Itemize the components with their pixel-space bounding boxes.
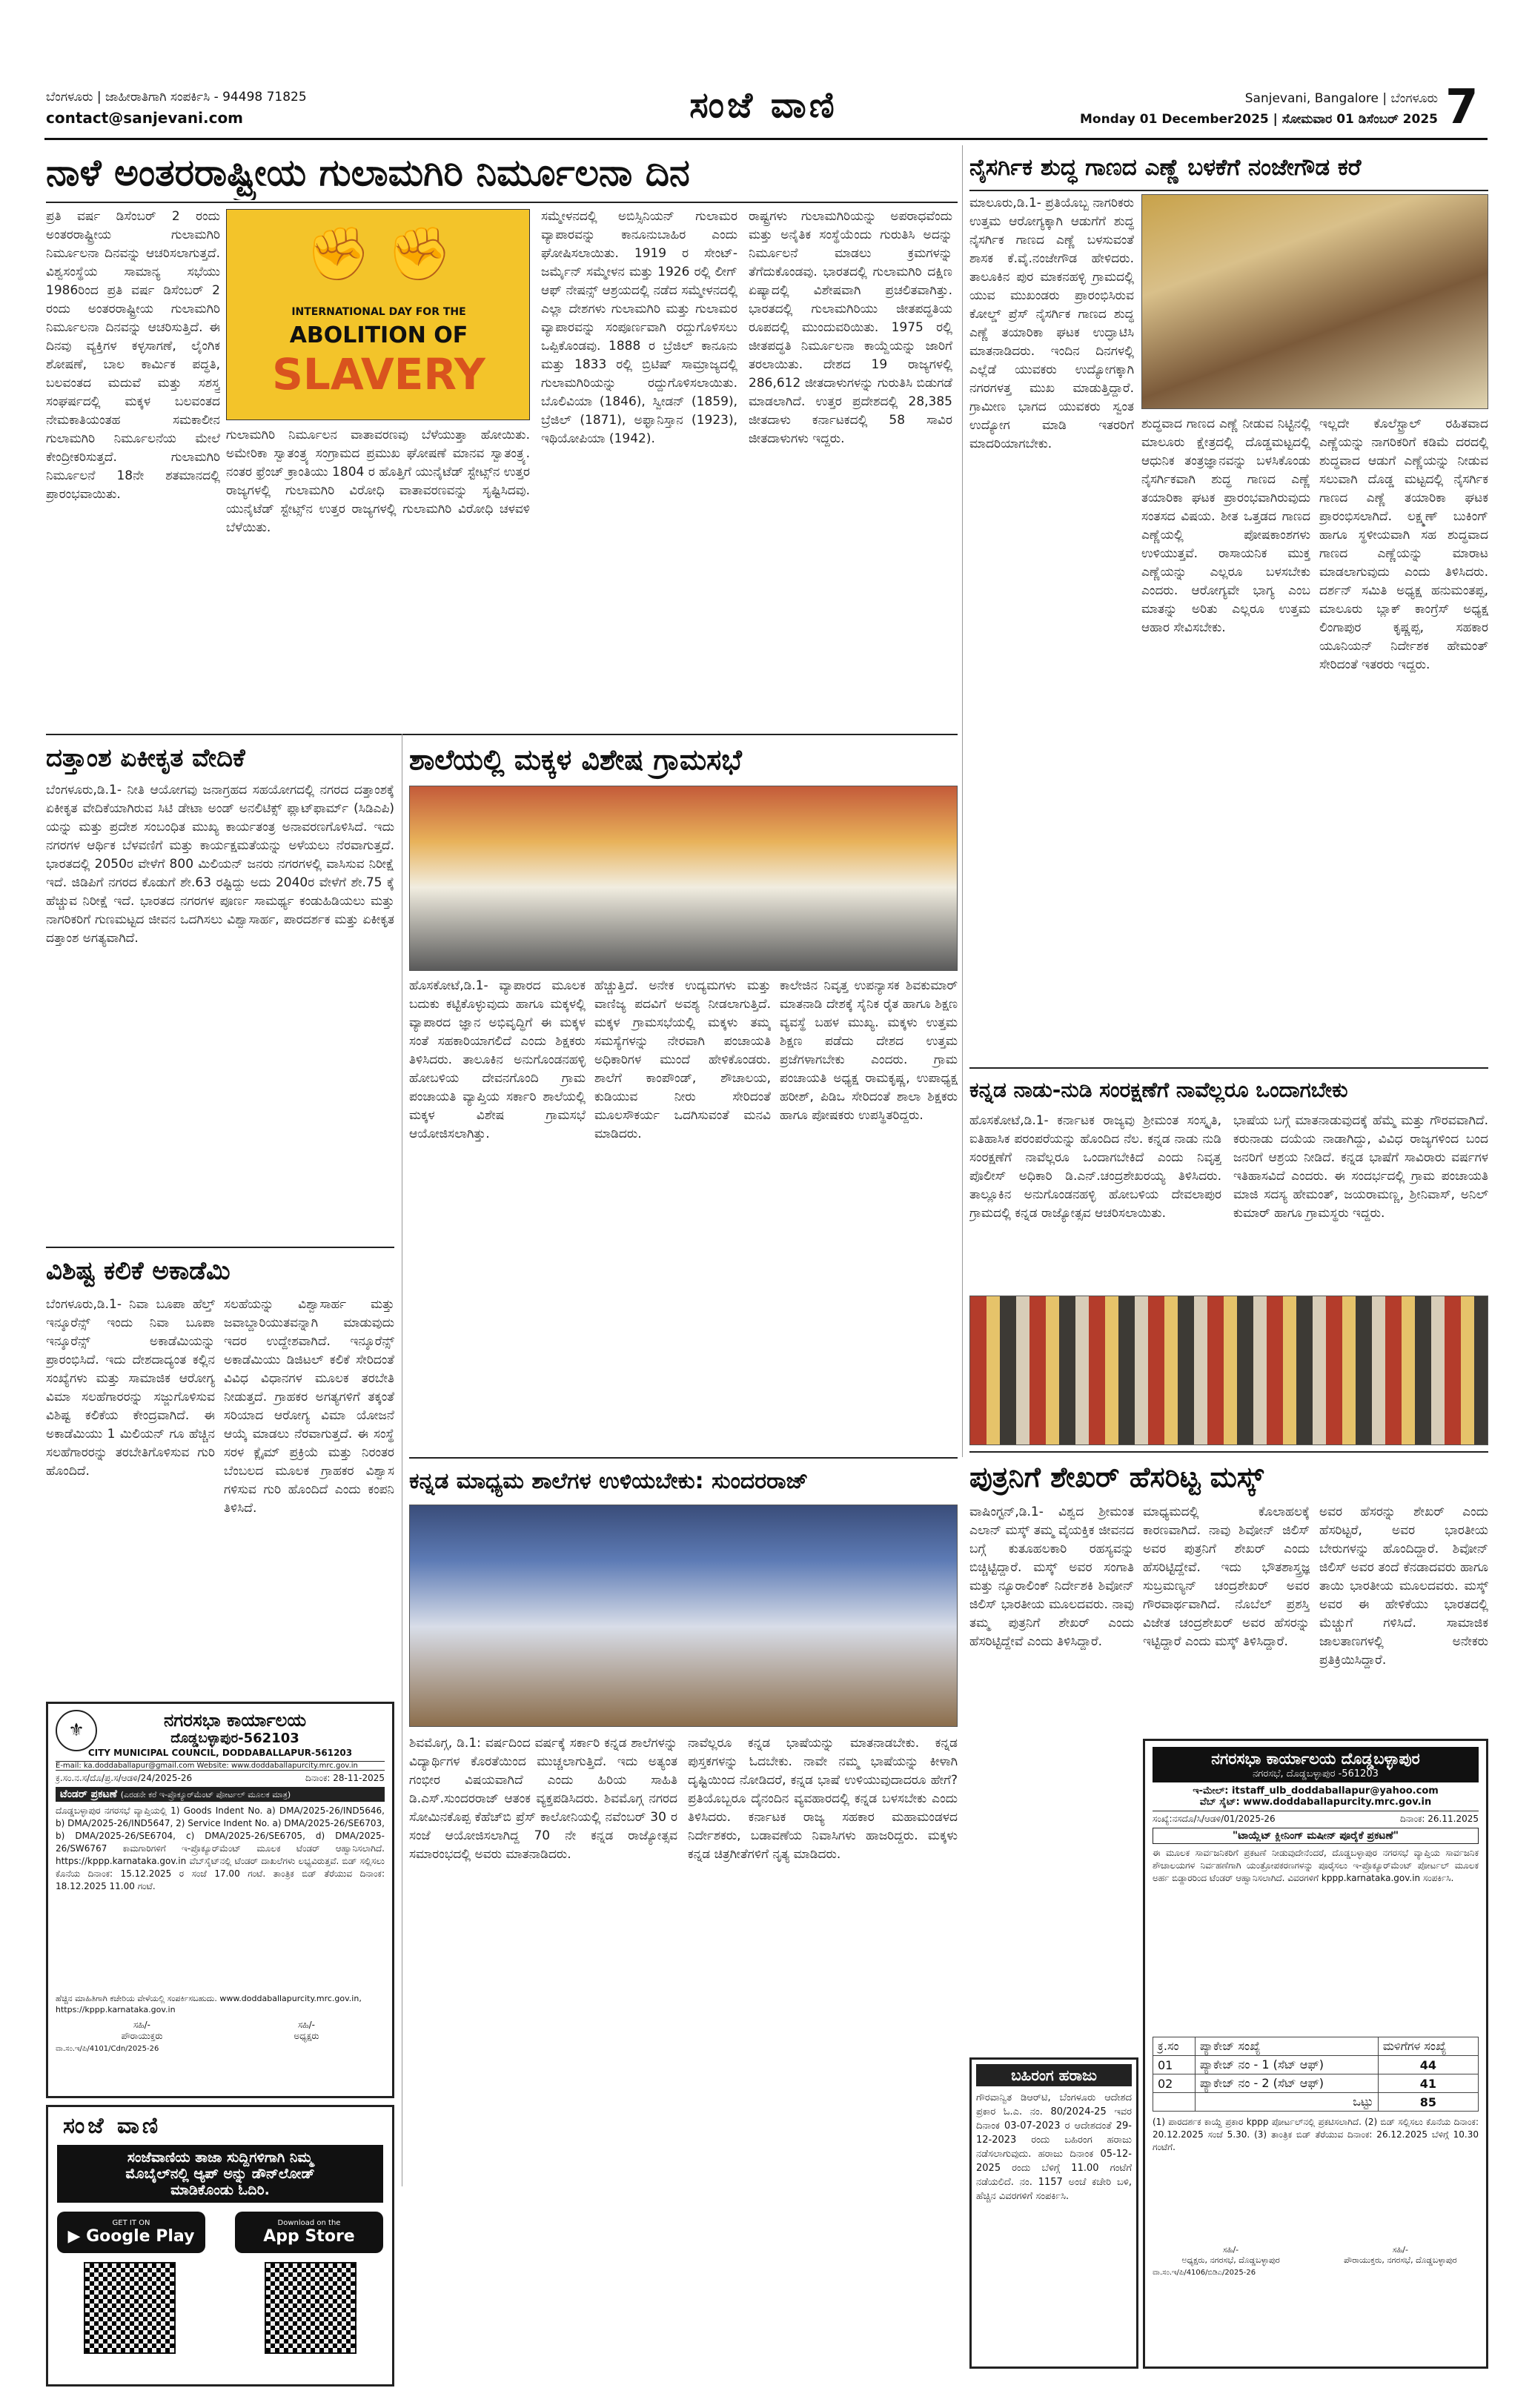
masthead-logo: ಸಂಜೆ ವಾಣಿ [689, 84, 838, 126]
council-left-ref-bottom: ವಾ.ಸಂ.ಇ/ಪಿ/4101/Cdn/2025-26 [56, 2045, 159, 2053]
council-notice-ad [1143, 1739, 1488, 2369]
kalike-col-1: ಬೆಂಗಳೂರು,ಡಿ.1- ನಿವಾ ಬೂಪಾ ಹೆಲ್ತ್ ಇನ್ಶೂರೆನ್ಸ್ ಇಂದು ನಿವಾ ಬೂಪಾ ಇನ್ಶೂರೆನ್ಸ್ ಅಕಾಡೆಮಿಯನ್ನು ಪ್ರಾರಂಭಿಸಿದೆ. ಇದು ದೇಶದಾದ್ಯಂತ ಕಲ್ಲಿನ ಸಂಖ್ಯೆಗಳು ಮತ್ತು ಸಾಮಾಜಿಕ ಆರೋಗ್ಯ ವಿಮಾ ಸಲಹೆಗಾರರನ್ನು ಸಜ್ಜುಗೊಳಿಸುವ ವಿಶಿಷ್ಟ ಕಲಿಕೆಯ ಕೇಂದ್ರವಾಗಿದೆ. ಈ ಅಕಾಡೆಮಿಯು 1 ಮಿಲಿಯನ್ ಗೂ ಹೆಚ್ಚಿನ ಸಲಹೆಗಾರರನ್ನು ತರಬೇತಿಗೊಳಿಸುವ ಗುರಿ ಹೊಂದಿದೆ. [46, 1297, 215, 1479]
slavery-col-1: ಪ್ರತಿ ವರ್ಷ ಡಿಸೆಂಬರ್ 2 ರಂದು ಅಂತರರಾಷ್ಟ್ರೀಯ ಗುಲಾಮಗಿರಿ ನಿರ್ಮೂಲನಾ ದಿನವನ್ನು ಆಚರಿಸಲಾಗುತ್ತದೆ. ವಿಶ್ವಸಂಸ್ಥೆಯ ಸಾಮಾನ್ಯ ಸಭೆಯು 1986ರಿಂದ ಪ್ರತಿ ವರ್ಷ ಡಿಸೆಂಬರ್ 2 ರಂದು ಅಂತರರಾಷ್ಟ್ರೀಯ ಗುಲಾಮಗಿರಿ ನಿರ್ಮೂಲನಾ ದಿನವನ್ನು ಆಚರಿಸುತ್ತಿದೆ. ಈ ದಿನವು ವ್ಯಕ್ತಿಗಳ ಕಳ್ಳಸಾಗಣೆ, ಲೈಂಗಿಕ ಶೋಷಣೆ, ಬಾಲ ಕಾರ್ಮಿಕ ಪದ್ಧತಿ, ಬಲವಂತದ ಮದುವೆ ಮತ್ತು ಸಶಸ್ತ್ರ ಸಂಘರ್ಷದಲ್ಲಿ ಮಕ್ಕಳ ಬಲವಂತದ ನೇಮಕಾತಿಯಂತಹ ಸಮಕಾಲೀನ ಗುಲಾಮಗಿರಿ ನಿರ್ಮೂಲನೆಯ ಮೇಲೆ ಕೇಂದ್ರೀಕರಿಸುತ್ತದೆ. ಗುಲಾಮಗಿರಿ ನಿರ್ಮೂಲನೆ 18ನೇ ಶತಮಾನದಲ್ಲಿ ಪ್ರಾರಂಭವಾಯಿತು. [46, 209, 220, 502]
package-table-header [1153, 2037, 1479, 2056]
gramasabhe-headline: ಶಾಲೆಯಲ್ಲಿ ಮಕ್ಕಳ ವಿಶೇಷ ಗ್ರಾಮಸಭೆ [409, 743, 742, 776]
app-promo-line3: ಮಾಡಿಕೊಂಡು ಓದಿರಿ. [170, 2182, 270, 2198]
rajyotsava-stage-photo [409, 1505, 958, 1727]
council-right-subtitle: ನಗರಸಭೆ, ದೊಡ್ಡಬಳ್ಳಾಪುರ -561203 [1253, 1768, 1379, 1780]
tender-title: ಟೆಂಡರ್ ಪ್ರಕಟಣೆ [60, 1788, 117, 1800]
package-qty: 41 [1378, 2074, 1478, 2093]
app-store-label: App Store [263, 2227, 355, 2246]
slavery-rule [46, 202, 958, 203]
council-right-body2: (1) ಪಾರದರ್ಶಕ ಕಾಯ್ದೆ ಪ್ರಕಾರ kppp ಪೋರ್ಟಲ್‌ನಲ್ಲಿ ಪ್ರಕಟಿಸಲಾಗಿದೆ. (2) ಬಿಡ್ ಸಲ್ಲಿಸಲು ಕೊನೆಯ ದಿನಾಂಕ: 20.12.2025 ಸಂಜೆ 5.30. (3) ತಾಂತ್ರಿಕ ಬಿಡ್ ತೆರೆಯುವ ದಿನಾಂಕ: 26.12.2025 ಬೆಳಿಗ್ಗೆ 10.30 ಗಂಟೆಗೆ. [1153, 2117, 1479, 2152]
app-store-qr-code[interactable] [265, 2262, 357, 2354]
package-qty: 44 [1378, 2056, 1478, 2074]
package-table-head-qty: ಮಳಿಗೆಗಳ ಸಂಖ್ಯೆ [1378, 2037, 1478, 2056]
table-row [1153, 2056, 1479, 2074]
council-left-title: ನಗರಸಭಾ ಕಾರ್ಯಾಲಯ [163, 1710, 307, 1731]
council-left-sign2: ಸಹಿ/- [297, 2020, 315, 2030]
google-play-button[interactable] [57, 2212, 205, 2253]
oil-unit-photo [1141, 194, 1488, 409]
council-left-footer: ಹೆಚ್ಚಿನ ಮಾಹಿತಿಗಾಗಿ ಕಚೇರಿಯ ವೇಳೆಯಲ್ಲಿ ಸಂಪರ್ಕಿಸಬಹುದು. www.doddaballapurcity.mrc.gov.in, https://kppp.karnataka.gov.in [56, 1994, 362, 2014]
mask-headline: ಪುತ್ರನಿಗೆ ಶೇಖರ್ ಹೆಸರಿಟ್ಟ ಮಸ್ಕ್ [969, 1461, 1264, 1493]
council-right-sign1: ಸಹಿ/- [1223, 2245, 1239, 2255]
masthead-contact [46, 89, 431, 126]
table-row [1153, 2074, 1479, 2093]
app-store-button[interactable] [235, 2212, 383, 2253]
council-left-subtitle: ದೊಡ್ಡಬಳ್ಳಾಪುರ-562103 [170, 1731, 299, 1746]
nanjegowda-col-3: ಇಲ್ಲದೇ ಕೊಲೆಸ್ಟ್ರಾಲ್ ರಹಿತವಾದ ಎಣ್ಣೆಯನ್ನು ನಾಗರಿಕರಿಗೆ ಕಡಿಮೆ ದರದಲ್ಲಿ ಶುದ್ಧವಾದ ಆಡುಗೆ ಎಣ್ಣೆಯನ್ನು ನೀಡುವ ಸಲುವಾಗಿ ದೊಡ್ಡ ಮಟ್ಟದಲ್ಲಿ ನೈಸರ್ಗಿಕ ಗಾಣದ ಎಣ್ಣೆ ತಯಾರಿಕಾ ಘಟಕ ಪ್ರಾರಂಭಿಸಲಾಗಿದೆ. ಲಕ್ಷ್ಮಣ್ ಬುಕಿಂಗ್ ಹಾಗೂ ಸ್ಥಳೀಯವಾಗಿ ಸಹ ಶುದ್ಧವಾದ ಗಾಣದ ಎಣ್ಣೆಯನ್ನು ಮಾರಾಟ ಮಾಡಲಾಗುವುದು ಎಂದು ತಿಳಿಸಿದರು. ದರ್ಶನ್ ಸಮಿತಿ ಅಧ್ಯಕ್ಷ ಹನುಮಂತಪ್ಪ, ಮಾಲೂರು ಬ್ಲಾಕ್ ಕಾಂಗ್ರೆಸ್ ಅಧ್ಯಕ್ಷ ಲಿಂಗಾಪುರ ಕೃಷ್ಣಪ್ಪ, ಸಹಕಾರ ಯೂನಿಯನ್ ನಿರ್ದೇಶಕ ಹೇಮಂತ್ ಸೇರಿದಂತೆ ಇತರರು ಇದ್ದರು. [1319, 417, 1488, 672]
sundarraj-col-1: ಶಿವಮೊಗ್ಗ, ಡಿ.1: ವರ್ಷದಿಂದ ವರ್ಷಕ್ಕೆ ಸರ್ಕಾರಿ ಕನ್ನಡ ಶಾಲೆಗಳನ್ನು ವಿದ್ಯಾರ್ಥಿಗಳ ಕೊರತೆಯಿಂದ ಮುಚ್ಚಲಾಗುತ್ತಿದೆ. ಇದು ಅತ್ಯಂತ ಗಂಭೀರ ವಿಷಯವಾಗಿದೆ ಎಂದು ಹಿರಿಯ ಸಾಹಿತಿ ಡಿ.ಎಸ್.ಸುಂದರರಾಜ್ ಆತಂಕ ವ್ಯಕ್ತಪಡಿಸಿದರು. ಶಿವಮೊಗ್ಗ ನಗರದ ಸೋಮಿನಕೊಪ್ಪ ಕೆಹೆಚ್‌ಬಿ ಪ್ರೆಸ್ ಕಾಲೋನಿಯಲ್ಲಿ ನವೆಂಬರ್ 30 ರ ಸಂಜೆ ಆಯೋಜಿಸಲಾಗಿದ್ದ 70 ನೇ ಕನ್ನಡ ರಾಜ್ಯೋತ್ಸವ ಸಮಾರಂಭದಲ್ಲಿ ಅವರು ಮಾತನಾಡಿದರು. [409, 1736, 677, 1862]
council-left-body: ದೊಡ್ಡಬಳ್ಳಾಪುರ ನಗರಸಭೆ ವ್ಯಾಪ್ತಿಯಲ್ಲಿ 1) Goods Indent No. a) DMA/2025-26/IND5646, b) DMA/2025-26/IND5647, 2) Service Indent No. a) DMA/2025-26/SE6703, b) DMA/2025-26/SE6704, c) DMA/2025-26/SE6705, d) DMA/2025-26/SW6767 ಕಾಮಗಾರಿಗಳಿಗೆ ಇ-ಪ್ರೊಕ್ಯೂರ್‌ಮೆಂಟ್ ಮೂಲಕ ಟೆಂಡರ್ ಆಹ್ವಾನಿಸಲಾಗಿದೆ. https://kppp.karnataka.gov.in ವೆಬ್‌ಸೈಟ್‌ನಲ್ಲಿ ಟೆಂಡರ್ ದಾಖಲೆಗಳು ಲಭ್ಯವಿರುತ್ತವೆ. ಬಿಡ್ ಸಲ್ಲಿಸಲು ಕೊನೆಯ ದಿನಾಂಕ: 15.12.2025 ರ ಸಂಜೆ 17.00 ಗಂಟೆ. ತಾಂತ್ರಿಕ ಬಿಡ್ ತೆರೆಯುವ ದಿನಾಂಕ: 18.12.2025 11.00 ಗಂಟೆ. [56, 1805, 385, 1891]
council-right-ref: ಸಂಖ್ಯೆ:ನಸದೊ/ಸಿ/ಆಡಳಿ/01/2025-26 [1153, 1814, 1276, 1824]
mask-col-1: ವಾಷಿಂಗ್ಟನ್,ಡಿ.1- ವಿಶ್ವದ ಶ್ರೀಮಂತ ಎಲಾನ್ ಮಸ್ಕ್ ತಮ್ಮ ವೈಯಕ್ತಿಕ ಜೀವನದ ಬಗ್ಗೆ ಕುತೂಹಲಕಾರಿ ರಹಸ್ಯವನ್ನು ಬಿಚ್ಚಿಟ್ಟಿದ್ದಾರೆ. ಮಸ್ಕ್ ಅವರ ಸಂಗಾತಿ ಮತ್ತು ನ್ಯೂರಾಲಿಂಕ್ ನಿರ್ದೇಶಕಿ ಶಿವೋನ್ ಜಿಲಿಸ್ ಭಾರತೀಯ ಮೂಲದವರು. ನಾವು ತಮ್ಮ ಪುತ್ರನಿಗೆ ಶೇಖರ್ ಎಂದು ಹೆಸರಿಟ್ಟಿದ್ದೇವೆ ಎಂದು ತಿಳಿಸಿದ್ದಾರೆ. [969, 1505, 1134, 1649]
council-right-sign2-role: ಪೌರಾಯುಕ್ತರು, ನಗರಸಭೆ, ದೊಡ್ಡಬಳ್ಳಾಪುರ [1344, 2255, 1457, 2265]
council-right-notice-title: "ಟಾಯ್ಲೆಟ್ ಕ್ಲೀನಿಂಗ್ ಮಷೀನ್ ಪೂರೈಕೆ ಪ್ರಕಟಣೆ" [1153, 1828, 1479, 1844]
school-event-photo [409, 786, 958, 971]
app-promo-line2: ಮೊಬೈಲ್‌ನಲ್ಲಿ ಆ್ಯಪ್ ಅನ್ನು ಡೌನ್‌ಲೋಡ್ [125, 2166, 315, 2182]
council-left-english: CITY MUNICIPAL COUNCIL, DODDABALLAPUR-561203 [87, 1748, 353, 1758]
nanjegowda-col-1: ಮಾಲೂರು,ಡಿ.1- ಪ್ರತಿಯೊಬ್ಬ ನಾಗರಿಕರು ಉತ್ತಮ ಆರೋಗ್ಯಕ್ಕಾಗಿ ಆಡುಗೆಗೆ ಶುದ್ಧ ನೈಸರ್ಗಿಕ ಗಾಣದ ಎಣ್ಣೆ ಬಳಸುವಂತೆ ಶಾಸಕ ಕೆ.ವೈ.ನಂಜೇಗೌಡ ಹೇಳಿದರು. ತಾಲೂಕಿನ ಪುರ ಮಾಕನಹಳ್ಳಿ ಗ್ರಾಮದಲ್ಲಿ ಯುವ ಮುಖಂಡರು ಪ್ರಾರಂಭಿಸಿರುವ ಕೋಲ್ಡ್ ಪ್ರೆಸ್ ನೈಸರ್ಗಿಕ ಗಾಣದ ಶುದ್ಧ ಎಣ್ಣೆ ತಯಾರಿಕಾ ಘಟಕ ಉದ್ಘಾಟಿಸಿ ಮಾತನಾಡಿದರು. ಇಂದಿನ ದಿನಗಳಲ್ಲಿ ಎಲ್ಲೆಡೆ ಯುವಕರು ಉದ್ಯೋಗಕ್ಕಾಗಿ ನಗರಗಳತ್ತ ಮುಖ ಮಾಡುತ್ತಿದ್ದಾರೆ. ಗ್ರಾಮೀಣ ಭಾಗದ ಯುವಕರು ಸ್ವಂತ ಉದ್ಯೋಗ ಮಾಡಿ ಇತರರಿಗೆ ಮಾದರಿಯಾಗಬೇಕು. [969, 196, 1134, 451]
nanjegowda-headline: ನೈಸರ್ಗಿಕ ಶುದ್ಧ ಗಾಣದ ಎಣ್ಣೆ ಬಳಕೆಗೆ ನಂಜೇಗೌಡ ಕರೆ [969, 154, 1362, 181]
kalike-headline: ವಿಶಿಷ್ಟ ಕಲಿಕೆ ಅಕಾಡೆಮಿ [46, 1256, 231, 1286]
tender-subtitle: (ಎರಡನೇ ಕರೆ ಇ-ಪ್ರೊಕ್ಯೂರ್‌ಮೆಂಟ್ ಪೋರ್ಟಲ್ ಮೂಲಕ ಮಾತ್ರ) [120, 1790, 291, 1800]
package-table [1153, 2037, 1479, 2112]
dattamsha-headline: ದತ್ತಾಂಶ ಏಕೀಕೃತ ವೇದಿಕೆ [46, 743, 245, 773]
council-right-sign2: ಸಹಿ/- [1392, 2245, 1408, 2255]
google-play-small: GET IT ON [112, 2219, 150, 2227]
fists-icon: ✊ ✊ [305, 223, 452, 284]
sundarraj-top-rule [409, 1457, 958, 1459]
council-right-body: ಈ ಮೂಲಕ ಸಾರ್ವಜನಿಕರಿಗೆ ಪ್ರಕಟಣೆ ನೀಡುವುದೇನೆಂದರೆ, ದೊಡ್ಡಬಳ್ಳಾಪುರ ನಗರಸಭೆ ವ್ಯಾಪ್ತಿಯ ಸಾರ್ವಜನಿಕ ಶೌಚಾಲಯಗಳ ನಿರ್ವಹಣೆಗಾಗಿ ಯಂತ್ರೋಪಕರಣಗಳನ್ನು ಪೂರೈಸಲು ಇ-ಪ್ರೊಕ್ಯೂರ್‌ಮೆಂಟ್ ಪೋರ್ಟಲ್ ಮೂಲಕ ಅರ್ಹ ಬಿಡ್ದಾರರಿಂದ ಟೆಂಡರ್ ಆಹ್ವಾನಿಸಲಾಗಿದೆ. ವಿವರಗಳಿಗೆ kppp.karnataka.gov.in ಸಂಪರ್ಕಿಸಿ. [1153, 1848, 1479, 1883]
slavery-col-4: ರಾಷ್ಟ್ರಗಳು ಗುಲಾಮಗಿರಿಯನ್ನು ಅಪರಾಧವೆಂದು ಮತ್ತು ಅನೈತಿಕ ಸಂಸ್ಥೆಯೆಂದು ಗುರುತಿಸಿ ಅದನ್ನು ನಿರ್ಮೂಲನೆ ಮಾಡಲು ಕ್ರಮಗಳನ್ನು ತೆಗೆದುಕೊಂಡವು. ಭಾರತದಲ್ಲಿ ಗುಲಾಮಗಿರಿ ದಕ್ಷಿಣ ಏಷ್ಯಾದಲ್ಲಿ ವಿಶೇಷವಾಗಿ ಪ್ರಚಲಿತವಾಗಿತ್ತು. ಭಾರತದಲ್ಲಿ ಗುಲಾಮಗಿರಿಯು ಜೀತಪದ್ಧತಿಯ ರೂಪದಲ್ಲಿ ಮುಂದುವರಿಯಿತು. 1975 ರಲ್ಲಿ ಜೀತಪದ್ಧತಿ ನಿರ್ಮೂಲನಾ ಕಾಯ್ದೆಯನ್ನು ಜಾರಿಗೆ ತರಲಾಯಿತು. ದೇಶದ 19 ರಾಜ್ಯಗಳಲ್ಲಿ 286,612 ಜೀತದಾಳುಗಳನ್ನು ಗುರುತಿಸಿ ಬಿಡುಗಡೆ ಮಾಡಲಾಗಿದೆ. ಉತ್ತರ ಪ್ರದೇಶದಲ್ಲಿ 28,385 ಜೀತದಾಳು ಕರ್ನಾಟಕದಲ್ಲಿ 58 ಸಾವಿರ ಜೀತದಾಳುಗಳು ಇದ್ದರು. [749, 209, 952, 446]
slavery-col-3: ಸಮ್ಮೇಳನದಲ್ಲಿ ಅಬಿಸ್ಸಿನಿಯನ್ ಗುಲಾಮರ ವ್ಯಾಪಾರವನ್ನು ಕಾನೂನುಬಾಹಿರ ಎಂದು ಘೋಷಿಸಲಾಯಿತು. 1919 ರ ಸೇಂಟ್-ಜರ್ಮೈನ್ ಸಮ್ಮೇಳನ ಮತ್ತು 1926 ರಲ್ಲಿ ಲೀಗ್ ಆಫ್ ನೇಷನ್ಸ್ ಆಶ್ರಯದಲ್ಲಿ ನಡೆದ ಸಮ್ಮೇಳನದಲ್ಲಿ ಎಲ್ಲಾ ದೇಶಗಳು ಗುಲಾಮಗಿರಿ ಮತ್ತು ಗುಲಾಮರ ವ್ಯಾಪಾರವನ್ನು ಸಂಪೂರ್ಣವಾಗಿ ರದ್ದುಗೊಳಿಸಲು ಒಪ್ಪಿಕೊಂಡವು. 1888 ರ ಬ್ರೆಜಿಲ್ ಕಾನೂನು ಮತ್ತು 1833 ರಲ್ಲಿ ಬ್ರಿಟಿಷ್ ಸಾಮ್ರಾಜ್ಯದಲ್ಲಿ ಗುಲಾಮಗಿರಿಯನ್ನು ರದ್ದುಗೊಳಿಸಲಾಯಿತು. ಬೊಲಿವಿಯಾ (1846), ಸ್ವೀಡನ್ (1859), ಬ್ರೆಜಿಲ್ (1871), ಅಫ್ಘಾನಿಸ್ತಾನ (1923), ಇಥಿಯೋಪಿಯಾ (1942). [541, 209, 737, 446]
auction-title: ಬಹಿರಂಗ ಹರಾಜು [976, 2064, 1132, 2086]
slavery-col-2: ಗುಲಾಮಗಿರಿ ನಿರ್ಮೂಲನ ವಾತಾವರಣವು ಬೆಳೆಯುತ್ತಾ ಹೋಯಿತು. ಅಮೇರಿಕಾ ಸ್ವಾತಂತ್ರ್ಯ ಸಂಗ್ರಾಮದ ಪ್ರಮುಖ ಘೋಷಣೆ ಮಾನವ ಸ್ವಾತಂತ್ರ್ಯ. ನಂತರ ಫ್ರೆಂಚ್ ಕ್ರಾಂತಿಯು 1804 ರ ಹೊತ್ತಿಗೆ ಯುನೈಟೆಡ್ ಸ್ಟೇಟ್ಸ್‌ನ ಉತ್ತರ ರಾಜ್ಯಗಳಲ್ಲಿ ಗುಲಾಮಗಿರಿ ವಿರೋಧಿ ವಾತಾವರಣವನ್ನು ಸೃಷ್ಟಿಸಿದವು. ಯುನೈಟೆಡ್ ಸ್ಟೇಟ್ಸ್‌ನ ಉತ್ತರ ರಾಜ್ಯಗಳಲ್ಲಿ ಗುಲಾಮಗಿರಿ ವಿರೋಧಿ ಚಳವಳಿ ಬೆಳೆಯಿತು. [226, 428, 530, 535]
col-divider [962, 145, 963, 1457]
slavery-image-line2: ABOLITION OF [289, 322, 468, 348]
package-item: ಪ್ಯಾಕೇಜ್ ನಂ - 2 (ಸೆಟ್ ಆಫ್) [1195, 2074, 1378, 2093]
package-total: 85 [1378, 2093, 1478, 2112]
play-icon: ▶ [67, 2227, 87, 2246]
council-right-date: ದಿನಾಂಕ: 26.11.2025 [1400, 1814, 1479, 1824]
council-emblem-icon: ⚜ [56, 1710, 97, 1751]
council-left-sign1: ಸಹಿ/- [133, 2020, 150, 2030]
dattamsha-body: ಬೆಂಗಳೂರು,ಡಿ.1- ನೀತಿ ಆಯೋಗವು ಜನಾಗ್ರಹದ ಸಹಯೋಗದಲ್ಲಿ ನಗರದ ದತ್ತಾಂಶಕ್ಕೆ ಏಕೀಕೃತ ವೇದಿಕೆಯಾಗಿರುವ ಸಿಟಿ ಡೇಟಾ ಅಂಡ್ ಅನಲಿಟಿಕ್ಸ್ ಪ್ಲಾಟ್‌ಫಾರ್ಮ್ (ಸಿಡಿಎಪಿ) ಯನ್ನು ಮತ್ತು ಪ್ರದೇಶ ಸಂಬಂಧಿತ ಮುಖ್ಯ ಕಾರ್ಯತಂತ್ರ ಅನಾವರಣಗೊಳಿಸಿದೆ. ಇದು ನಗರಗಳ ಆರ್ಥಿಕ ಬೆಳವಣಿಗೆ ಮತ್ತು ಕಾರ್ಯಕ್ಷಮತೆಯನ್ನು ಅಳೆಯಲು ನೆರವಾಗುತ್ತದೆ. ಭಾರತದಲ್ಲಿ 2050ರ ವೇಳೆಗೆ 800 ಮಿಲಿಯನ್ ಜನರು ನಗರಗಳಲ್ಲಿ ವಾಸಿಸುವ ನಿರೀಕ್ಷೆ ಇದೆ. ಜಿಡಿಪಿಗೆ ನಗರದ ಕೊಡುಗೆ ಶೇ.63 ರಷ್ಟಿದ್ದು ಅದು 2040ರ ವೇಳೆಗೆ ಶೇ.75 ಕ್ಕೆ ಹೆಚ್ಚುವ ನಿರೀಕ್ಷೆ ಇದೆ. ಭಾರತದ ನಗರಗಳ ಪೂರ್ಣ ಸಾಮರ್ಥ್ಯ ಕಂಡುಹಿಡಿಯಲು ಮತ್ತು ನಾಗರಿಕರಿಗೆ ಗುಣಮಟ್ಟದ ಜೀವನ ಒದಗಿಸಲು ವಿಶ್ವಾಸಾರ್ಹ, ಪಾರದರ್ಶಕ ಮತ್ತು ಏಕೀಕೃತ ದತ್ತಾಂಶ ಅಗತ್ಯವಾಗಿದೆ. [46, 783, 394, 946]
nanjegowda-col-2: ಶುದ್ಧವಾದ ಗಾಣದ ಎಣ್ಣೆ ನೀಡುವ ನಿಟ್ಟಿನಲ್ಲಿ ಮಾಲೂರು ಕ್ಷೇತ್ರದಲ್ಲಿ ದೊಡ್ಡಮಟ್ಟದಲ್ಲಿ ಆಧುನಿಕ ತಂತ್ರಜ್ಞಾನವನ್ನು ಬಳಸಿಕೊಂಡು ನೈಸರ್ಗಿಕವಾಗಿ ಶುದ್ಧ ಗಾಣದ ಎಣ್ಣೆ ತಯಾರಿಕಾ ಘಟಕ ಪ್ರಾರಂಭವಾಗಿರುವುದು ಸಂತಸದ ವಿಷಯ. ಶೀತ ಒತ್ತಡದ ಗಾಣದ ಎಣ್ಣೆಯಲ್ಲಿ ಪೋಷಕಾಂಶಗಳು ಉಳಿಯುತ್ತವೆ. ರಾಸಾಯನಿಕ ಮುಕ್ತ ಎಣ್ಣೆಯನ್ನು ಎಲ್ಲರೂ ಬಳಸಬೇಕು ಎಂದರು. ಆರೋಗ್ಯವೇ ಭಾಗ್ಯ ಎಂಬ ಮಾತನ್ನು ಅರಿತು ಎಲ್ಲರೂ ಉತ್ತಮ ಆಹಾರ ಸೇವಿಸಬೇಕು. [1141, 417, 1310, 635]
app-store-small: Download on the [277, 2219, 341, 2227]
council-left-sign1-role: ಪೌರಾಯುಕ್ತರು [121, 2031, 163, 2041]
gramasabhe-col-3: ಕಾಲೇಜಿನ ನಿವೃತ್ತ ಉಪನ್ಯಾಸಕ ಶಿವಕುಮಾರ್ ಮಾತನಾಡಿ ದೇಶಕ್ಕೆ ಸೈನಿಕ ರೈತ ಹಾಗೂ ಶಿಕ್ಷಣ ವ್ಯವಸ್ಥೆ ಬಹಳ ಮುಖ್ಯ. ಮಕ್ಕಳು ಉತ್ತಮ ಶಿಕ್ಷಣ ಪಡೆದು ದೇಶದ ಉತ್ತಮ ಪ್ರಜೆಗಳಾಗಬೇಕು ಎಂದರು. ಗ್ರಾಮ ಪಂಚಾಯತಿ ಅಧ್ಯಕ್ಷ ರಾಮಕೃಷ್ಣ, ಉಪಾಧ್ಯಕ್ಷ ಹರೀಶ್, ಪಿಡಿಒ ಸೇರಿದಂತೆ ಶಾಲಾ ಶಿಕ್ಷಕರು ಹಾಗೂ ಪೋಷಕರು ಉಪಸ್ಥಿತರಿದ್ದರು. [780, 978, 958, 1123]
sundarraj-headline: ಕನ್ನಡ ಮಾಧ್ಯಮ ಶಾಲೆಗಳ ಉಳಿಯಬೇಕು: ಸುಂದರರಾಜ್ [409, 1468, 809, 1494]
council-right-web: ವೆಬ್ ಸೈಟ್: www.doddaballapurcity.mrc.gov.in [1199, 1797, 1432, 1808]
mask-col-2: ಮಾಧ್ಯಮದಲ್ಲಿ ಕೊಲಾಹಲಕ್ಕೆ ಕಾರಣವಾಗಿದೆ. ನಾವು ಶಿವೋನ್ ಜಿಲಿಸ್ ಅವರ ಪುತ್ರನಿಗೆ ಶೇಖರ್ ಎಂದು ಹೆಸರಿಟ್ಟಿದ್ದೇವೆ. ಇದು ಭೌತಶಾಸ್ತ್ರಜ್ಞ ಸುಬ್ರಮಣ್ಯನ್ ಚಂದ್ರಶೇಖರ್ ಅವರ ಗೌರವಾರ್ಥವಾಗಿದೆ. ನೊಬೆಲ್ ಪ್ರಶಸ್ತಿ ವಿಜೇತ ಚಂದ್ರಶೇಖರ್ ಅವರ ಹೆಸರನ್ನು ಇಟ್ಟಿದ್ದಾರೆ ಎಂದು ಮಸ್ಕ್ ತಿಳಿಸಿದ್ದಾರೆ. [1143, 1505, 1310, 1649]
gramasabhe-col-1: ಹೊಸಕೋಟೆ,ಡಿ.1- ವ್ಯಾಪಾರದ ಮೂಲಕ ಬದುಕು ಕಟ್ಟಿಕೊಳ್ಳುವುದು ಹಾಗೂ ಮಕ್ಕಳಲ್ಲಿ ವ್ಯಾಪಾರದ ಜ್ಞಾನ ಅಭಿವೃದ್ಧಿಗೆ ಈ ಮಕ್ಕಳ ಸಂತೆ ಸಹಕಾರಿಯಾಗಲಿದೆ ಎಂದು ಶಿಕ್ಷಕರು ತಿಳಿಸಿದರು. ತಾಲೂಕಿನ ಅನುಗೊಂಡನಹಳ್ಳಿ ಹೋಬಳಿಯ ದೇವನಗೊಂದಿ ಗ್ರಾಮ ಪಂಚಾಯತಿ ವ್ಯಾಪ್ತಿಯ ಸರ್ಕಾರಿ ಶಾಲೆಯಲ್ಲಿ ಮಕ್ಕಳ ವಿಶೇಷ ಗ್ರಾಮಸಭೆ ಆಯೋಜಿಸಲಾಗಿತ್ತು. [409, 978, 586, 1141]
package-no: 02 [1153, 2074, 1196, 2093]
slavery-image [226, 209, 530, 420]
auction-body: ಗೌರವಾನ್ವಿತ ಡಿಆರ್‌ಟಿ, ಬೆಂಗಳೂರು ಆದೇಶದ ಪ್ರಕಾರ ಓ.ಎ. ನಂ. 80/2024-25 ಇವರ ದಿನಾಂಕ 03-07-2023 ರ ಆದೇಶದಂತೆ 29-12-2023 ರಂದು ಬಹಿರಂಗ ಹರಾಜು ನಡೆಸಲಾಗುವುದು. ಹರಾಜು ದಿನಾಂಕ 05-12-2025 ರಂದು ಬೆಳಿಗ್ಗೆ 11.00 ಗಂಟೆಗೆ ನಡೆಯಲಿದೆ. ನಂ. 1157 ಅಂಚೆ ಕಚೇರಿ ಬಳಿ, ಹೆಚ್ಚಿನ ವಿವರಗಳಿಗೆ ಸಂಪರ್ಕಿಸಿ. [976, 2092, 1132, 2202]
slavery-image-line3: SLAVERY [272, 349, 485, 399]
masthead-edition: Sanjevani, Bangalore | ಬೆಂಗಳೂರು [1244, 91, 1438, 106]
app-promo [46, 2105, 394, 2387]
council-left-sign2-role: ಅಧ್ಯಕ್ಷರು [294, 2031, 319, 2041]
package-total-label: ಒಟ್ಟು [1195, 2093, 1378, 2112]
council-left-contact: E-mail: ka.doddaballapur@gmail.com Website: www.doddaballapurcity.mrc.gov.in [56, 1761, 385, 1771]
masthead-rule [44, 138, 1488, 140]
page-number: 7 [1445, 80, 1479, 135]
package-table-head-item: ಪ್ಯಾಕೇಜ್ ಸಂಖ್ಯೆ [1195, 2037, 1378, 2056]
council-left-ref: ಕ್ರ.ಸಂ.ನ.ಸ/ದೊ/ಪ್ರ.ಸ/ಆಡಳಿ/24/2025-26 [56, 1773, 193, 1783]
council-right-email: ಇ-ಮೇಲ್: itstaff_ulb_doddaballapur@yahoo.com [1193, 1785, 1439, 1797]
table-total-row [1153, 2093, 1479, 2112]
dattamsha-top-rule [46, 734, 958, 735]
sundarraj-col-2: ನಾವೆಲ್ಲರೂ ಕನ್ನಡ ಭಾಷೆಯನ್ನು ಮಾತನಾಡಬೇಕು. ಕನ್ನಡ ಪುಸ್ತಕಗಳನ್ನು ಓದಬೇಕು. ನಾವೇ ನಮ್ಮ ಭಾಷೆಯನ್ನು ಕೀಳಾಗಿ ದೃಷ್ಟಿಯಿಂದ ನೋಡಿದರೆ, ಕನ್ನಡ ಭಾಷೆ ಉಳಿಯುವುದಾದರೂ ಹೇಗೆ? ಪ್ರತಿಯೊಬ್ಬರೂ ದೈನಂದಿನ ವ್ಯವಹಾರದಲ್ಲಿ ಕನ್ನಡ ಬಳಸಬೇಕು ಎಂದು ತಿಳಿಸಿದರು. ಕರ್ನಾಟಕ ರಾಜ್ಯ ಸಹಕಾರ ಮಹಾಮಂಡಳದ ನಿರ್ದೇಶಕರು, ಬಡಾವಣೆಯ ನಿವಾಸಿಗಳು ಹಾಜರಿದ್ದರು. ಮಕ್ಕಳು ಕನ್ನಡ ಚಿತ್ರಗೀತೆಗಳಿಗೆ ನೃತ್ಯ ಮಾಡಿದರು. [688, 1736, 958, 1862]
masthead-ad-line: ಬೆಂಗಳೂರು | ಜಾಹೀರಾತಿಗಾಗಿ ಸಂಪರ್ಕಿಸಿ - 94498 71825 [46, 90, 307, 105]
kannada-naadu-col-1: ಹೊಸಕೋಟೆ,ಡಿ.1- ಕರ್ನಾಟಕ ರಾಜ್ಯವು ಶ್ರೀಮಂತ ಸಂಸ್ಕೃತಿ, ಐತಿಹಾಸಿಕ ಪರಂಪರೆಯನ್ನು ಹೊಂದಿದ ನೆಲ. ಕನ್ನಡ ನಾಡು ನುಡಿ ಸಂರಕ್ಷಣೆಗೆ ನಾವೆಲ್ಲರೂ ಒಂದಾಗಬೇಕಿದೆ ಎಂದು ನಿವೃತ್ತ ಪೊಲೀಸ್ ಅಧಿಕಾರಿ ಡಿ.ಎನ್.ಚಂದ್ರಶೇಖರಯ್ಯ ತಿಳಿಸಿದರು. ತಾಲ್ಲೂಕಿನ ಅನುಗೊಂಡನಹಳ್ಳಿ ಹೋಬಳಿಯ ದೇವಲಾಪುರ ಗ್ರಾಮದಲ್ಲಿ ಕನ್ನಡ ರಾಜ್ಯೋತ್ಸವ ಆಚರಿಸಲಾಯಿತು. [969, 1113, 1221, 1221]
council-right-title: ನಗರಸಭಾ ಕಾರ್ಯಾಲಯ ದೊಡ್ಡಬಳ್ಳಾಪುರ [1211, 1750, 1420, 1768]
kannada-naadu-headline: ಕನ್ನಡ ನಾಡು-ನುಡಿ ಸಂರಕ್ಷಣೆಗೆ ನಾವೆಲ್ಲರೂ ಒಂದಾಗಬೇಕು [969, 1078, 1348, 1102]
app-promo-logo: ಸಂಜೆ ವಾಣಿ [63, 2113, 162, 2139]
package-no: 01 [1153, 2056, 1196, 2074]
kalike-col-2: ಸಲಹೆಯನ್ನು ವಿಶ್ವಾಸಾರ್ಹ ಮತ್ತು ಜವಾಬ್ದಾರಿಯುತವನ್ನಾಗಿ ಮಾಡುವುದು ಇದರ ಉದ್ದೇಶವಾಗಿದೆ. ಇನ್ಶೂರೆನ್ಸ್ ಅಕಾಡೆಮಿಯು ಡಿಜಿಟಲ್ ಕಲಿಕೆ ಸೇರಿದಂತೆ ವಿವಿಧ ವಿಧಾನಗಳ ಮೂಲಕ ತರಬೇತಿ ನೀಡುತ್ತದೆ. ಗ್ರಾಹಕರ ಅಗತ್ಯಗಳಿಗೆ ತಕ್ಕಂತೆ ಸರಿಯಾದ ಆರೋಗ್ಯ ವಿಮಾ ಯೋಜನೆ ಆಯ್ಕೆ ಮಾಡಲು ನೆರವಾಗುತ್ತದೆ. ಈ ಸಂಸ್ಥೆ ಸರಳ ಕ್ಲೈಮ್ ಪ್ರಕ್ರಿಯೆ ಮತ್ತು ನಿರಂತರ ಬೆಂಬಲದ ಮೂಲಕ ಗ್ರಾಹಕರ ವಿಶ್ವಾಸ ಗಳಿಸುವ ಗುರಿ ಹೊಂದಿದೆ ಎಂದು ಕಂಪನಿ ತಿಳಿಸಿದೆ. [224, 1297, 394, 1516]
package-table-head-no: ಕ್ರ.ಸಂ [1153, 2037, 1196, 2056]
app-promo-line1: ಸಂಜೆವಾಣಿಯ ತಾಜಾ ಸುದ್ದಿಗಳಿಗಾಗಿ ನಿಮ್ಮ [127, 2149, 314, 2166]
rajyotsava-photo [969, 1296, 1488, 1445]
kannada-naadu-col-2: ಭಾಷೆಯ ಬಗ್ಗೆ ಮಾತನಾಡುವುದಕ್ಕೆ ಹೆಮ್ಮೆ ಮತ್ತು ಗೌರವವಾಗಿದೆ. ಕರುನಾಡು ದಯೆಯ ನಾಡಾಗಿದ್ದು, ವಿವಿಧ ರಾಜ್ಯಗಳಿಂದ ಬಂದ ಜನರಿಗೆ ಆಶ್ರಯ ನೀಡಿದೆ. ಕನ್ನಡ ಭಾಷೆಗೆ ಸಾವಿರಾರು ವರ್ಷಗಳ ಇತಿಹಾಸವಿದೆ ಎಂದರು. ಈ ಸಂದರ್ಭದಲ್ಲಿ ಗ್ರಾಮ ಪಂಚಾಯತಿ ಮಾಜಿ ಸದಸ್ಯ ಹೇಮಂತ್, ಜಯರಾಮಣ್ಣ, ಶ್ರೀನಿವಾಸ್, ಅನಿಲ್ ಕುಮಾರ್ ಹಾಗೂ ಗ್ರಾಮಸ್ಥರು ಇದ್ದರು. [1233, 1113, 1488, 1221]
council-left-tender-title [56, 1787, 385, 1802]
council-right-sign1-role: ಅಧ್ಯಕ್ಷರು, ನಗರಸಭೆ, ದೊಡ್ಡಬಳ್ಳಾಪುರ [1181, 2255, 1280, 2265]
google-play-qr-code[interactable] [84, 2262, 176, 2354]
mask-col-3: ಅವರ ಹೆಸರನ್ನು ಶೇಖರ್ ಎಂದು ಹೆಸರಿಟ್ಟರೆ, ಅವರ ಭಾರತೀಯ ಬೇರುಗಳನ್ನು ಹೊಂದಿದ್ದಾರೆ. ಶಿವೋನ್ ಜಿಲಿಸ್ ಅವರ ತಂದೆ ಕೆನಡಾದವರು ಹಾಗೂ ತಾಯಿ ಭಾರತೀಯ ಮೂಲದವರು. ಮಸ್ಕ್ ಅವರ ಈ ಹೇಳಿಕೆಯು ಭಾರತದಲ್ಲಿ ಮೆಚ್ಚುಗೆ ಗಳಿಸಿದೆ. ಸಾಮಾಜಿಕ ಜಾಲತಾಣಗಳಲ್ಲಿ ಅನೇಕರು ಪ್ರತಿಕ್ರಿಯಿಸಿದ್ದಾರೆ. [1319, 1505, 1488, 1668]
slavery-image-line1: INTERNATIONAL DAY FOR THE [291, 306, 466, 318]
council-right-ref-bottom: ವಾ.ಸಂ.ಇ/ಪಿ/4106/ಬಿಡಿಎ/2025-26 [1153, 2269, 1256, 2277]
nanjegowda-rule [969, 190, 1488, 191]
masthead-date: Monday 01 December2025 | ಸೋಮವಾರ 01 ಡಿಸೆಂಬರ್ 2025 [1079, 112, 1438, 127]
masthead-email[interactable]: contact@sanjevani.com [46, 109, 244, 127]
mask-top-rule [969, 1451, 1488, 1453]
council-left-date: ದಿನಾಂಕ: 28-11-2025 [305, 1773, 385, 1783]
kalike-top-rule [46, 1247, 394, 1248]
auction-notice [969, 2057, 1138, 2369]
council-tender-ad [46, 1702, 394, 2098]
package-item: ಪ್ಯಾಕೇಜ್ ನಂ - 1 (ಸೆಟ್ ಆಫ್) [1195, 2056, 1378, 2074]
google-play-label: Google Play [86, 2227, 195, 2246]
gramasabhe-col-2: ಹೆಚ್ಚುತ್ತಿದೆ. ಅನೇಕ ಉದ್ಯಮಗಳು ಮತ್ತು ವಾಣಿಜ್ಯ ಪದವಿಗೆ ಅವಶ್ಯ ನೀಡಲಾಗುತ್ತಿದೆ. ಮಕ್ಕಳ ಗ್ರಾಮಸಭೆಯಲ್ಲಿ ಮಕ್ಕಳು ತಮ್ಮ ಸಮಸ್ಯೆಗಳನ್ನು ನೇರವಾಗಿ ಪಂಚಾಯತಿ ಅಧಿಕಾರಿಗಳ ಮುಂದೆ ಹೇಳಿಕೊಂಡರು. ಶಾಲೆಗೆ ಕಾಂಪೌಂಡ್, ಶೌಚಾಲಯ, ಕುಡಿಯುವ ನೀರು ಸೇರಿದಂತೆ ಮೂಲಸೌಕರ್ಯ ಒದಗಿಸುವಂತೆ ಮನವಿ ಮಾಡಿದರು. [594, 978, 771, 1141]
kannada-naadu-top-rule [969, 1067, 1488, 1069]
masthead-dateline [1060, 90, 1438, 127]
slavery-headline: ನಾಳೆ ಅಂತರರಾಷ್ಟ್ರೀಯ ಗುಲಾಮಗಿರಿ ನಿರ್ಮೂಲನಾ ದಿನ [46, 151, 690, 194]
